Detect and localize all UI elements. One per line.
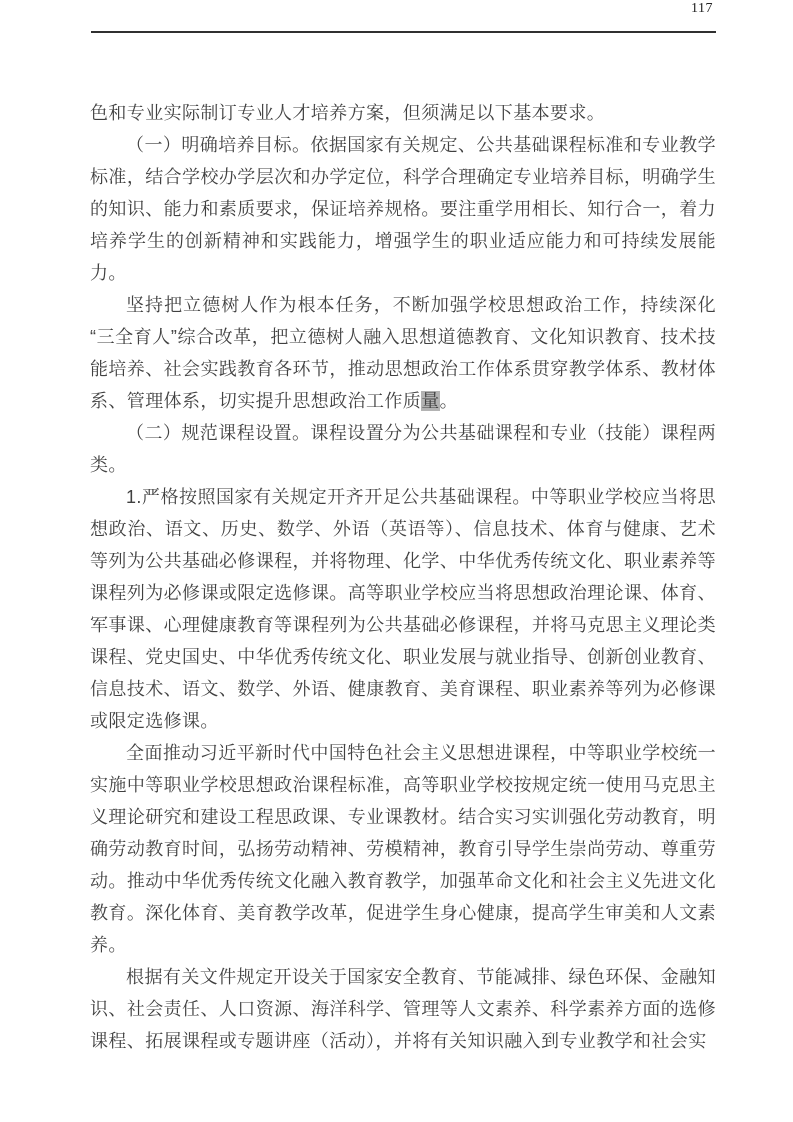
document-body [90, 97, 716, 1057]
paragraph-section-1-training-goals: （一）明确培养目标。依据国家有关规定、公共基础课程标准和专业教学标准，结合学校办学层次和办学定位，科学合理确定专业培养目标，明确学生的知识、能力和素质要求，保证培养规格。要注重学用相长、知行合一，着力培养学生的创新精神和实践能力，增强学生的职业适应能力和可持续发展能力。 [90, 135, 716, 283]
highlighted-character: 量 [421, 391, 440, 411]
paragraph-section-2-course-setup: （二）规范课程设置。课程设置分为公共基础课程和专业（技能）课程两类。 [90, 423, 716, 475]
paragraph-moral-education [90, 289, 716, 417]
header-rule-divider [91, 31, 716, 33]
paragraph-text-pre: 坚持把立德树人作为根本任务，不断加强学校思想政治工作，持续深化“三全育人”综合改革，把立德树人融入思想道德教育、文化知识教育、技术技能培养、社会实践教育各环节，推动思想政治工作体系贯穿教学体系、教材体系、管理体系，切实提升思想政治工作质 [90, 295, 716, 411]
paragraph-ideology-into-curriculum: 全面推动习近平新时代中国特色社会主义思想进课程，中等职业学校统一实施中等职业学校思想政治课程标准，高等职业学校按规定统一使用马克思主义理论研究和建设工程思政课、专业课教材。结合实习实训强化劳动教育，明确劳动教育时间，弘扬劳动精神、劳模精神，教育引导学生崇尚劳动、尊重劳动。推动中华优秀传统文化融入教育教学，加强革命文化和社会主义先进文化教育。深化体育、美育教学改革，促进学生身心健康，提高学生审美和人文素养。 [90, 743, 716, 955]
page-number: 117 [691, 1, 713, 16]
paragraph-continuation: 色和专业实际制订专业人才培养方案，但须满足以下基本要求。 [90, 103, 606, 123]
paragraph-elective-courses: 根据有关文件规定开设关于国家安全教育、节能减排、绿色环保、金融知识、社会责任、人口资源、海洋科学、管理等人文素养、科学素养方面的选修课程、拓展课程或专题讲座（活动），并将有关知识融入到专业教学和社会实 [90, 967, 716, 1051]
paragraph-item-1-public-basic-courses: 1.严格按照国家有关规定开齐开足公共基础课程。中等职业学校应当将思想政治、语文、历史、数学、外语（英语等）、信息技术、体育与健康、艺术等列为公共基础必修课程，并将物理、化学、中华优秀传统文化、职业素养等课程列为必修课或限定选修课。高等职业学校应当将思想政治理论课、体育、军事课、心理健康教育等课程列为公共基础必修课程，并将马克思主义理论类课程、党史国史、中华优秀传统文化、职业发展与就业指导、创新创业教育、信息技术、语文、数学、外语、健康教育、美育课程、职业素养等列为必修课或限定选修课。 [90, 487, 716, 731]
paragraph-text-post: 。 [439, 391, 459, 411]
